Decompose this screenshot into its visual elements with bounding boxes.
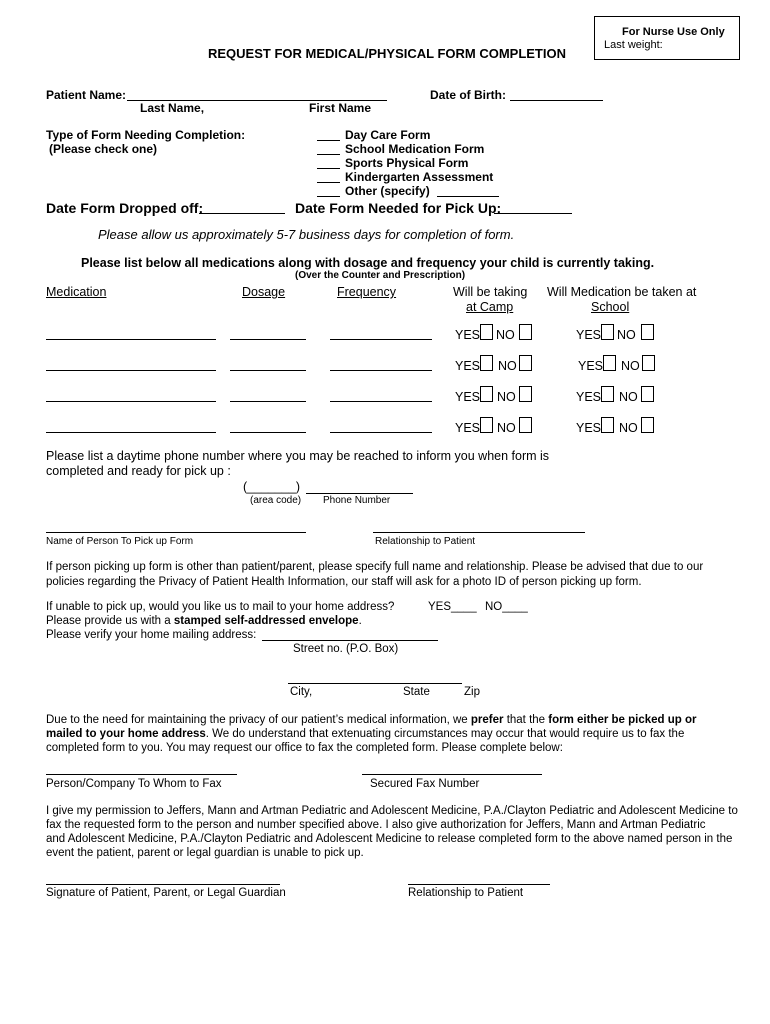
medications-subheading: (Over the Counter and Prescription) — [295, 270, 466, 281]
medication-row-3-dosage[interactable] — [230, 401, 306, 402]
row-3-school-no-label: NO — [619, 390, 638, 404]
medications-heading: Please list below all medications along with dosage and frequency your child is currently taking. — [81, 256, 655, 270]
nurse-use-box — [594, 16, 740, 60]
privacy-line2 — [46, 728, 684, 741]
street-field[interactable] — [262, 640, 438, 641]
privacy-p2: that the — [503, 714, 549, 726]
state-label: State — [403, 686, 430, 698]
row-4-camp-no-checkbox[interactable] — [519, 417, 532, 433]
medication-row-4-dosage[interactable] — [230, 432, 306, 433]
pickup-relationship-label: Relationship to Patient — [375, 536, 476, 547]
phone-number-field[interactable] — [306, 493, 413, 494]
medication-row-1-dosage[interactable] — [230, 339, 306, 340]
privacy-line2-rest: . We do understand that extenuating circumstances may occur that would require us to fax the — [205, 728, 685, 740]
row-1-school-yes-checkbox[interactable] — [601, 324, 614, 340]
medication-row-2-name[interactable] — [46, 370, 216, 371]
row-3-camp-no-checkbox[interactable] — [519, 386, 532, 402]
date-dropped-off-field[interactable] — [199, 213, 285, 214]
first-name-label: First Name — [309, 101, 372, 115]
other-checkline[interactable] — [317, 196, 340, 197]
privacy-pickup-bold: form either be picked up or — [548, 714, 697, 726]
row-3-school-yes-label: YES — [576, 390, 602, 404]
area-code-label: (area code) — [250, 495, 302, 506]
row-4-camp-yes-checkbox[interactable] — [480, 417, 493, 433]
signature-label: Signature of Patient, Parent, or Legal Guardian — [46, 887, 286, 899]
option-sports-physical: Sports Physical Form — [345, 156, 469, 170]
medication-row-4-frequency[interactable] — [330, 432, 432, 433]
row-2-school-no-checkbox[interactable] — [642, 355, 655, 371]
row-4-school-no-checkbox[interactable] — [641, 417, 654, 433]
row-4-school-yes-checkbox[interactable] — [601, 417, 614, 433]
kindergarten-checkline[interactable] — [317, 182, 340, 183]
zip-label: Zip — [464, 686, 480, 698]
col-medication: Medication — [46, 285, 107, 299]
row-1-school-no-checkbox[interactable] — [641, 324, 654, 340]
fax-number-label: Secured Fax Number — [370, 778, 480, 790]
col-camp-line2: at Camp — [466, 300, 514, 314]
option-other: Other (specify) — [345, 184, 430, 198]
option-kindergarten: Kindergarten Assessment — [345, 170, 494, 184]
row-1-school-yes-label: YES — [576, 328, 602, 342]
row-3-camp-yes-checkbox[interactable] — [480, 386, 493, 402]
permission-line4: event the patient, parent or legal guardian is unable to pick up. — [46, 847, 364, 859]
school-med-checkline[interactable] — [317, 154, 340, 155]
last-name-label: Last Name, — [140, 101, 205, 115]
fax-number-field[interactable] — [362, 774, 542, 775]
date-dropped-off-label: Date Form Dropped off: — [46, 200, 204, 216]
permission-line3: and Adolescent Medicine, P.A./Clayton Pediatric and Adolescent Medicine to release completed form to the above named person in the — [46, 833, 733, 845]
mail-no-option[interactable]: NO____ — [485, 601, 528, 613]
nurse-box-title: For Nurse Use Only — [622, 26, 725, 38]
verify-address-label: Please verify your home mailing address: — [46, 629, 257, 641]
area-code-field[interactable]: (_______) — [243, 480, 300, 494]
permission-line2: fax the requested form to the person and number specified above. I also give authorization for Jeffers, Mann and Artman Pediatric — [46, 819, 706, 831]
col-camp-line1: Will be taking — [453, 285, 528, 299]
street-label: Street no. (P.O. Box) — [293, 643, 399, 655]
privacy-line3: completed form to you. You may request our office to fax the completed form. Please complete below: — [46, 742, 563, 754]
mail-question: If unable to pick up, would you like us to mail to your home address? — [46, 601, 395, 613]
row-1-camp-yes-checkbox[interactable] — [480, 324, 493, 340]
last-weight-label: Last weight: — [604, 39, 663, 51]
fax-recipient-label: Person/Company To Whom to Fax — [46, 778, 222, 790]
fax-recipient-field[interactable] — [46, 774, 237, 775]
row-3-school-no-checkbox[interactable] — [641, 386, 654, 402]
envelope-bold: stamped self-addressed envelope — [173, 615, 359, 627]
envelope-prefix: Please provide us with a — [46, 615, 174, 627]
row-1-camp-no-label: NO — [496, 328, 515, 342]
pickup-notice-line2: policies regarding the Privacy of Patient Health Information, our staff will ask for a photo ID of person picking up form. — [46, 576, 642, 588]
envelope-suffix: . — [358, 615, 362, 627]
phone-instructions-line2: completed and ready for pick up : — [46, 464, 231, 478]
mail-yes-option[interactable]: YES____ — [428, 601, 477, 613]
phone-number-label: Phone Number — [323, 495, 391, 506]
row-3-school-yes-checkbox[interactable] — [601, 386, 614, 402]
row-2-school-yes-checkbox[interactable] — [603, 355, 616, 371]
medication-row-4-name[interactable] — [46, 432, 216, 433]
option-school-medication: School Medication Form — [345, 142, 485, 156]
privacy-line1 — [46, 714, 697, 727]
medication-row-1-frequency[interactable] — [330, 339, 432, 340]
permission-line1: I give my permission to Jeffers, Mann and Artman Pediatric and Adolescent Medicine, P.A./Clayton Pediatric and Adolescent Medicine to — [46, 805, 738, 817]
row-4-camp-no-label: NO — [497, 421, 516, 435]
row-3-camp-no-label: NO — [497, 390, 516, 404]
signature-relationship-label: Relationship to Patient — [408, 887, 524, 899]
form-type-label: Type of Form Needing Completion: — [46, 128, 246, 142]
other-specify-field[interactable] — [437, 196, 499, 197]
row-4-school-yes-label: YES — [576, 421, 602, 435]
envelope-instruction — [46, 615, 362, 628]
row-2-school-yes-label: YES — [578, 359, 604, 373]
day-care-checkline[interactable] — [317, 140, 340, 141]
patient-name-label: Patient Name: — [46, 88, 127, 102]
col-frequency: Frequency — [337, 285, 397, 299]
row-2-school-no-label: NO — [621, 359, 640, 373]
form-type-hint: (Please check one) — [49, 142, 158, 156]
signature-relationship-field[interactable] — [408, 884, 550, 885]
turnaround-note: Please allow us approximately 5-7 business days for completion of form. — [98, 227, 515, 242]
date-pickup-field[interactable] — [494, 213, 572, 214]
dob-field[interactable] — [510, 100, 603, 101]
pickup-person-name-field[interactable] — [46, 532, 306, 533]
date-pickup-label: Date Form Needed for Pick Up: — [295, 200, 502, 216]
medication-row-1-name[interactable] — [46, 339, 216, 340]
row-2-camp-yes-checkbox[interactable] — [480, 355, 493, 371]
row-1-school-no-label: NO — [617, 328, 636, 342]
col-school-line2: School — [591, 300, 630, 314]
medication-row-2-dosage[interactable] — [230, 370, 306, 371]
row-1-camp-no-checkbox[interactable] — [519, 324, 532, 340]
privacy-mailed-bold: mailed to your home address — [46, 728, 206, 740]
sports-physical-checkline[interactable] — [317, 168, 340, 169]
privacy-p1: Due to the need for maintaining the privacy of our patient’s medical information, we — [46, 714, 471, 726]
col-dosage: Dosage — [242, 285, 286, 299]
dob-label: Date of Birth: — [430, 88, 506, 102]
privacy-prefer: prefer — [470, 714, 504, 726]
pickup-relationship-field[interactable] — [373, 532, 585, 533]
pickup-person-name-label: Name of Person To Pick up Form — [46, 536, 194, 547]
row-2-camp-no-checkbox[interactable] — [519, 355, 532, 371]
medication-row-3-frequency[interactable] — [330, 401, 432, 402]
signature-field[interactable] — [46, 884, 280, 885]
row-1-camp-yes-label: YES — [455, 328, 481, 342]
row-2-camp-no-label: NO — [498, 359, 517, 373]
row-2-camp-yes-label: YES — [455, 359, 481, 373]
option-day-care: Day Care Form — [345, 128, 431, 142]
form-title: REQUEST FOR MEDICAL/PHYSICAL FORM COMPLETION — [208, 46, 566, 61]
phone-instructions-line1: Please list a daytime phone number where you may be reached to inform you when form is — [46, 449, 550, 463]
city-state-zip-field[interactable] — [288, 683, 462, 684]
pickup-notice-line1: If person picking up form is other than patient/parent, please specify full name and relationship. Please be advised that due to our — [46, 561, 704, 573]
medication-row-2-frequency[interactable] — [330, 370, 432, 371]
city-label: City, — [290, 686, 313, 698]
row-3-camp-yes-label: YES — [455, 390, 481, 404]
col-school-line1: Will Medication be taken at — [547, 285, 697, 299]
row-4-school-no-label: NO — [619, 421, 638, 435]
medication-row-3-name[interactable] — [46, 401, 216, 402]
row-4-camp-yes-label: YES — [455, 421, 481, 435]
